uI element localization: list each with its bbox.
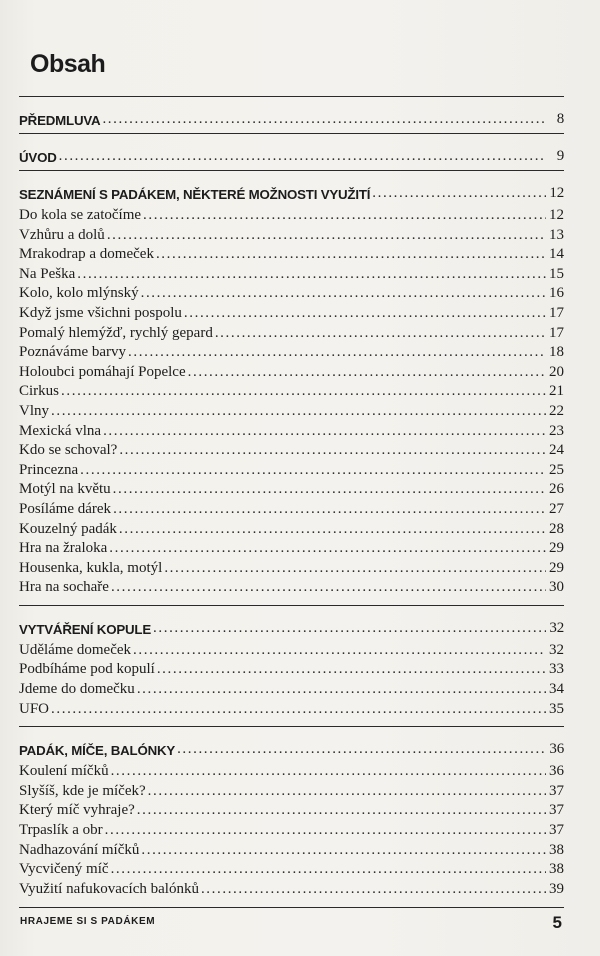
toc-entry-page: 29 [549,540,564,557]
toc-heading-label: SEZNÁMENÍ S PADÁKEM, NĚKTERÉ MOŽNOSTI VYUŽITÍ [19,187,371,202]
toc-entry-page: 28 [549,520,564,537]
toc-entry [19,521,564,541]
table-of-contents [19,96,564,906]
toc-entry-label: Kdo se schoval? [19,442,118,459]
toc-entry-label: Poznáváme barvy [19,344,127,361]
toc-entry-label: Cirkus [19,383,60,400]
page-number: 5 [552,913,562,932]
toc-entry-label: Který míč vyhraje? [19,802,135,819]
toc-entry-page: 37 [549,802,564,819]
toc-entry-label: Vzhůru a dolů [19,226,105,243]
toc-heading-label: PADÁK, MÍČE, BALÓNKY [19,743,176,759]
toc-entry [19,861,564,881]
toc-entry-page: 17 [549,324,564,341]
toc-entry [19,822,564,842]
toc-heading-label: VYTVÁŘENÍ KOPULE [19,621,152,637]
toc-section-heading [19,615,564,637]
toc-entry-label: Trpaslík a obr [19,822,103,839]
toc-heading-page: 8 [556,111,564,127]
toc-leader-dots [141,842,546,859]
toc-entry-page: 26 [549,481,564,498]
toc-leader-dots [188,364,546,381]
toc-leader-dots [111,861,546,878]
toc-heading-page: 36 [549,741,564,758]
toc-leader-dots [102,111,546,128]
toc-entry [19,403,564,423]
toc-entry-page: 13 [549,226,564,243]
toc-entry [19,661,564,681]
toc-entry-label: Využití nafukovacích balónků [19,880,199,897]
toc-leader-dots [141,285,546,302]
toc-entry [19,501,564,521]
toc-leader-dots [164,560,546,577]
toc-leader-dots [148,783,546,800]
toc-leader-dots [201,881,546,898]
toc-entry-label: Posíláme dárek [19,500,112,517]
toc-entry [19,383,564,403]
toc-entry [19,783,564,803]
toc-leader-dots [80,462,546,479]
toc-entry-page: 14 [549,246,564,263]
page-title: Obsah [30,50,106,78]
toc-entry-label: Do kola se zatočíme [19,207,142,223]
toc-entry-page: 29 [549,559,564,576]
toc-entry-label: Jdeme do domečku [19,681,135,698]
toc-entry [19,207,564,227]
toc-section-heading [19,143,564,165]
toc-entry [19,560,564,580]
toc-entry [19,540,564,560]
toc-entry [19,325,564,345]
toc-entry [19,344,564,364]
toc-section-heading [19,106,564,128]
toc-heading-label: ÚVOD [19,150,57,165]
toc-entry-page: 17 [549,304,564,321]
toc-entry-page: 15 [549,265,564,282]
toc-entry-label: Na Peška [19,265,76,282]
toc-leader-dots [111,763,546,780]
toc-entry-page: 34 [549,681,564,698]
toc-section-heading [19,180,564,202]
footer-divider [19,907,564,908]
toc-entry-page: 39 [549,880,564,897]
toc-entry-page: 38 [549,841,564,858]
toc-heading-page: 12 [549,185,564,201]
toc-entry-label: Mrakodrap a domeček [19,246,154,263]
toc-heading-page: 32 [549,619,564,636]
toc-leader-dots [133,642,546,659]
toc-entry-label: Motýl na květu [19,481,111,498]
toc-entry-page: 33 [549,661,564,678]
toc-leader-dots [137,681,546,698]
toc-leader-dots [105,822,546,839]
toc-entry [19,442,564,462]
toc-entry [19,701,564,721]
toc-entry-page: 32 [549,641,564,658]
toc-entry-label: Kolo, kolo mlýnský [19,285,139,302]
toc-entry-page: 16 [549,285,564,302]
toc-entry-page: 12 [549,207,564,223]
toc-entry-page: 37 [549,782,564,799]
toc-entry-page: 35 [549,700,564,717]
toc-leader-dots [77,266,546,283]
toc-entry [19,423,564,443]
toc-leader-dots [119,442,546,459]
toc-leader-dots [177,741,546,758]
toc-entry-label: Hra na sochaře [19,579,109,596]
toc-entry-label: Když jsme všichni pospolu [19,304,182,321]
toc-entry [19,266,564,286]
toc-entry-page: 21 [549,383,564,400]
toc-heading-page: 9 [556,148,564,164]
toc-entry-label: Nadhazování míčků [19,841,140,858]
toc-entry-label: Kouzelný padák [19,520,117,537]
toc-leader-dots [137,802,546,819]
toc-entry-page: 20 [549,363,564,380]
toc-leader-dots [113,481,546,498]
toc-leader-dots [61,383,546,400]
toc-entry-page: 37 [549,822,564,839]
toc-entry-label: Mexická vlna [19,422,102,439]
toc-heading-label: PŘEDMLUVA [19,113,101,128]
toc-entry [19,842,564,862]
toc-entry [19,763,564,783]
toc-leader-dots [184,305,546,322]
toc-entry [19,481,564,501]
toc-entry [19,364,564,384]
toc-entry-page: 30 [549,579,564,596]
toc-entry [19,246,564,266]
toc-entry-page: 38 [549,861,564,878]
toc-leader-dots [372,185,546,202]
toc-entry-label: Podbíháme pod kopulí [19,661,155,678]
toc-entry-page: 27 [549,500,564,517]
toc-entry-page: 25 [549,461,564,478]
toc-leader-dots [51,403,546,420]
toc-section-heading [19,736,564,758]
toc-entry-label: Uděláme domeček [19,641,132,658]
toc-entry-label: Princezna [19,461,79,478]
toc-entry [19,227,564,247]
toc-leader-dots [59,148,546,165]
toc-entry-page: 22 [549,402,564,419]
toc-entry-label: Slyšíš, kde je míček? [19,782,146,799]
toc-leader-dots [51,701,546,718]
toc-entry [19,462,564,482]
toc-entry-page: 36 [549,763,564,780]
toc-entry [19,642,564,662]
toc-entry-label: Pomalý hlemýžď, rychlý gepard [19,324,213,341]
toc-entry [19,681,564,701]
toc-entry-label: Hra na žraloka [19,540,108,557]
toc-entry-label: Housenka, kukla, motýl [19,559,163,576]
toc-leader-dots [113,501,546,518]
toc-leader-dots [119,521,546,538]
toc-entry-label: Vlny [19,402,49,419]
toc-entry-page: 18 [549,344,564,361]
toc-entry-page: 24 [549,442,564,459]
toc-leader-dots [111,579,546,596]
toc-entry-label: Vycvičený míč [19,861,109,878]
toc-entry-label: Holoubci pomáhají Popelce [19,363,186,380]
running-footer: HRAJEME SI S PADÁKEM [20,916,156,927]
toc-leader-dots [128,344,546,361]
toc-entry [19,802,564,822]
toc-leader-dots [157,661,546,678]
toc-leader-dots [103,423,546,440]
toc-leader-dots [143,207,546,224]
toc-leader-dots [109,540,546,557]
toc-leader-dots [156,246,546,263]
toc-entry [19,881,564,901]
toc-entry [19,285,564,305]
toc-entry [19,579,564,599]
toc-leader-dots [153,620,546,637]
toc-leader-dots [107,227,546,244]
toc-leader-dots [215,325,546,342]
toc-entry [19,305,564,325]
toc-entry-label: UFO [19,700,50,717]
toc-entry-label: Koulení míčků [19,763,109,780]
toc-entry-page: 23 [549,422,564,439]
